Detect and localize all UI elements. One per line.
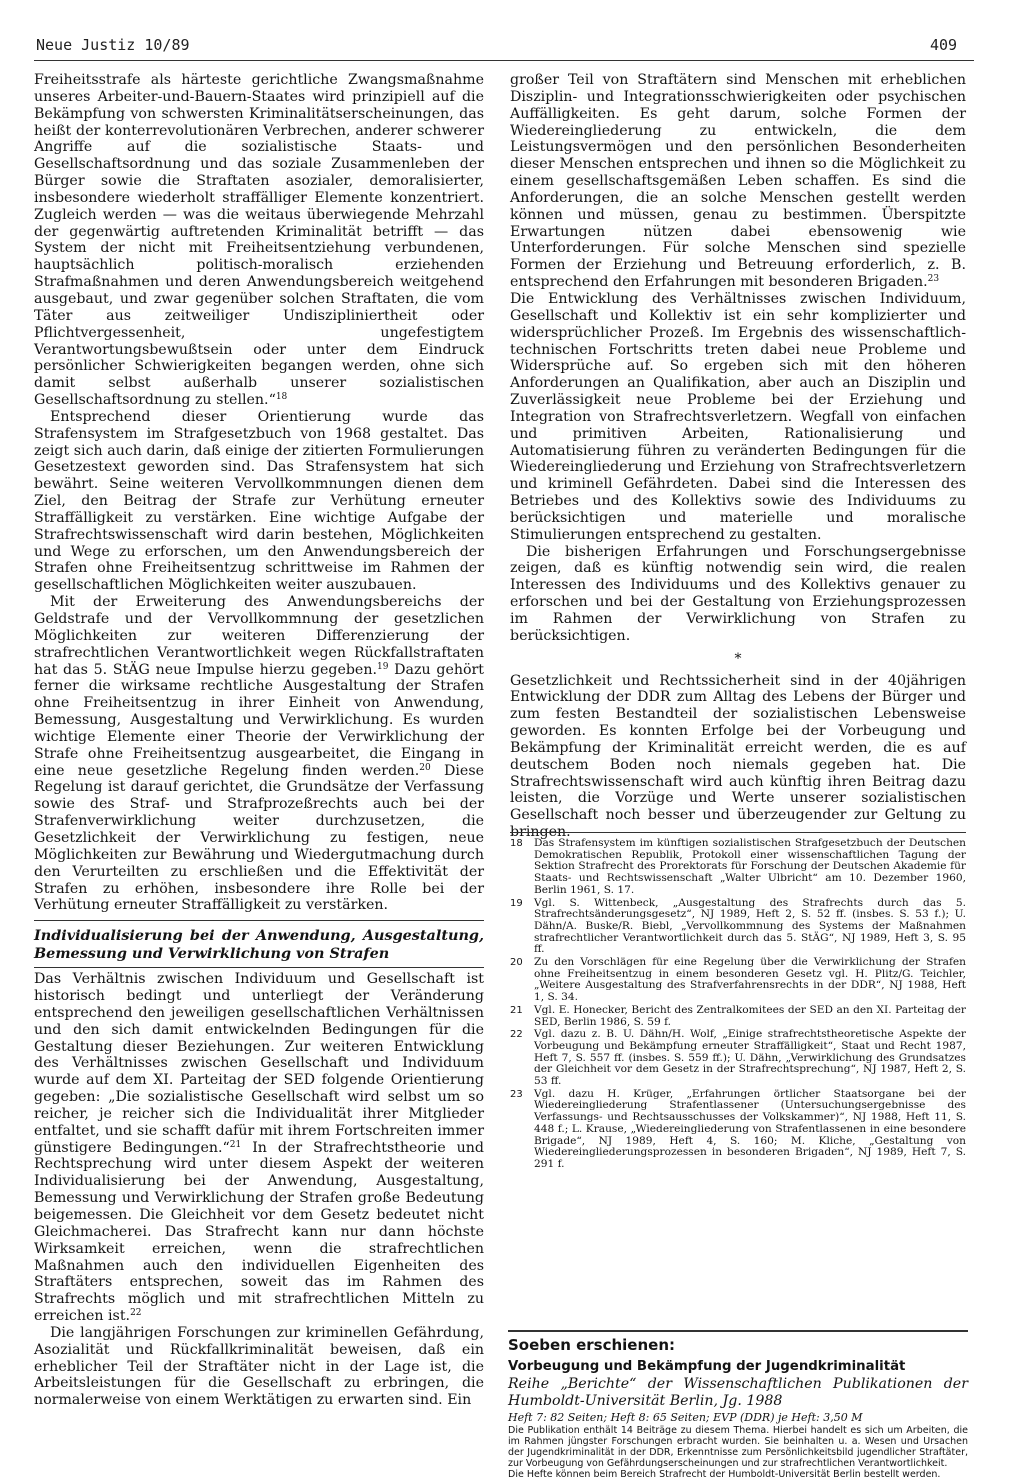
header-rule bbox=[34, 60, 974, 61]
footnote-list bbox=[510, 838, 966, 1172]
footnote-number: 20 bbox=[510, 957, 523, 969]
footnote-number: 22 bbox=[510, 1029, 523, 1041]
paragraph: Das Verhältnis zwischen Individuum und Gesellschaft ist historisch bedingt und unterliegt der Veränderung entsprechend den jeweiligen gesellschaftlichen Verhältnissen und den sich damit entwickelnden Bedingungen für die Gestaltung dieser Beziehungen. Zur weiteren Entwicklung des Verhältnisses zwischen Gesellschaft und Individuum wurde auf dem XI. Parteitag der SED folgende Orientierung gegeben: „Die sozialistische Gesellschaft wird selbst um so reicher, je reicher sich die Individualität ihrer Mitglieder entfaltet, und sie schafft dafür mit ihrem Fortschreiten immer günstigere Bedingungen.“$^{21}$ In der Strafrechtstheorie und Rechtsprechung wird unter diesem Aspekt der weiteren Individualisierung bei der Anwendung, Ausgestaltung, Bemessung und Verwirklichung der Strafen große Bedeutung beigemessen. Die Gleichheit vor dem Gesetz bedeutet nicht Gleichmacherei. Das Strafrecht kann nur dann höchste Wirksamkeit erreichen, wenn die strafrechtlichen Maßnahmen auch den individuellen Eigenheiten des Straftäters entsprechen, soweit das im Rahmen des Strafrechts möglich und mit strafrechtlichen Mitteln zu erreichen ist.$^{22}$ bbox=[34, 971, 485, 1325]
paragraph: großer Teil von Straftätern sind Menschen mit erheblichen Disziplin- und Integrationsschwierigkeiten oder psychischen Auffälligkeiten. Es geht darum, solche Formen der Wiedereingliederung zu entwickeln, die dem Leistungsvermögen und den persönlichen Besonderheiten dieser Menschen entsprechen und ihnen so die Möglichkeit zu einem gesellschaftsgemäßen Leben schaffen. Es sind die Anforderungen, die an solche Menschen gestellt werden können und müssen, genau zu bestimmen. Überspitzte Erwartungen nützen dabei ebensowenig wie Unterforderungen. Für solche Menschen sind spezielle Formen der Erziehung und Betreuung erforderlich, z. B. entsprechend den Erfahrungen mit besonderen Brigaden.$^{23}$ bbox=[510, 72, 966, 291]
paragraph: Die langjährigen Forschungen zur kriminellen Gefährdung, Asozialität und Rückfallkriminalität beweisen, daß ein erheblicher Teil der Straftäter nicht in der Lage ist, die Arbeitsleistungen für die Gesellschaft zu erbringen, die normalerweise von einem Werktätigen zu erwarten sind. Ein bbox=[34, 1324, 484, 1409]
footnote-text: Vgl. S. Wittenbeck, „Ausgestaltung des Strafrechts durch das 5. Strafrechtsänderungsgesetz“, NJ 1989, Heft 2, S. 52 ff. (insbes. S. 53 f.); U. Dähn/A. Buske/R. Biebl, „Vervollkommnung des Systems der Maßnahmen strafrechtlicher Verantwortlichkeit durch das 5. StÄG“, NJ 1989, Heft 3, S. 95 ff. bbox=[534, 896, 966, 956]
footnote bbox=[510, 838, 966, 898]
publication-series: Reihe „Berichte“ der Wissenschaftlichen Publikationen der Humboldt-Universität Berlin, Jg. 1988 bbox=[508, 1376, 968, 1409]
footnote-ref: 21 bbox=[229, 1139, 242, 1150]
announcement-heading: Soeben erschienen: bbox=[508, 1336, 676, 1354]
paragraph: Die bisherigen Erfahrungen und Forschungsergebnisse zeigen, daß es künftig notwendig sein wird, die realen Interessen des Individuums und des Kollektivs genauer zu erforschen und bei der Gestaltung von Erziehungsprozessen im Rahmen der Verwirklichung von Strafen zu berücksichtigen. bbox=[510, 543, 966, 644]
footnote-number: 23 bbox=[510, 1088, 523, 1100]
footnote-text: Zu den Vorschlägen für eine Regelung über die Verwirklichung der Strafen ohne Freiheitsentzug in einem besonderen Gesetz vgl. H. Plitz/G. Teichler, „Weitere Ausgestaltung des Strafverfahrensrechts in der DDR“, NJ 1988, Heft 1, S. 34. bbox=[534, 956, 966, 1004]
paragraph: Die Entwicklung des Verhältnisses zwischen Individuum, Gesellschaft und Kollektiv ist ein sehr komplizierter und widersprüchlicher Prozeß. Im Ergebnis des wissenschaftlich-technischen Fortschritts treten dabei neue Probleme und Widersprüche auf. So ergeben sich mit den höheren Anforderungen an Qualifikation, aber auch an Disziplin und Zuverlässigkeit neue Probleme bei der Erziehung und Integration von Strafrechtsverletzern. Wegfall von einfachen und primitiven Arbeiten, Rationalisierung und Automatisierung führen zu veränderten Bedingungen für die Wiedereingliederung und Erziehung von Strafrechtsverletzern und kriminell Gefährdeten. Dabei sind die Interessen des Betriebes und des Kollektivs sowie des Individuums zu berücksichtigen und materielle und moralische Stimulierungen entsprechend zu gestalten. bbox=[510, 290, 966, 543]
footnote-ref: 19 bbox=[376, 661, 389, 672]
footnote-text: Vgl. dazu z. B. U. Dähn/H. Wolf, „Einige strafrechtstheoretische Aspekte der Vorbeugung und Bekämpfung erneuter Straffälligkeit“, Staat und Recht 1987, Heft 7, S. 557 ff. (insbes. S. 559 ff.); U. Dähn, „Verwirklichung des Grundsatzes der Gleichheit vor dem Gesetz in der Strafrechtsprechung“, NJ 1987, Heft 2, S. 53 ff. bbox=[534, 1028, 966, 1088]
paragraph: Gesetzlichkeit und Rechtssicherheit sind in der 40jährigen Entwicklung der DDR zum Alltag des Lebens der Bürger und zum festen Bestandteil der sozialistischen Lebensweise geworden. Es konnten Erfolge bei der Vorbeugung und Bekämpfung der Kriminalität erreicht werden, die es auf deutschem Boden noch niemals gegeben hat. Die Strafrechtswissenschaft wird auch künftig ihren Beitrag dazu leisten, die Vorzüge und Werte unserer sozialistischen Gesellschaft noch besser und überzeugender zur Geltung zu bringen. bbox=[510, 672, 966, 841]
publication-details: Heft 7: 82 Seiten; Heft 8: 65 Seiten; EVP (DDR) je Heft: 3,50 M bbox=[508, 1411, 863, 1424]
section-heading: Individualisierung bei der Anwendung, Ausgestaltung, Bemessung und Verwirklichung von Strafen bbox=[34, 920, 484, 968]
footnotes bbox=[510, 832, 966, 1172]
page-number: 409 bbox=[930, 36, 958, 54]
publication-title: Vorbeugung und Bekämpfung der Jugendkriminalität bbox=[508, 1359, 906, 1374]
publication-description: Die Publikation enthält 14 Beiträge zu diesem Thema. Hierbei handelt es sich um Arbeiten, die im Rahmen jüngster Forschungen erbracht wurden. Sie beinhalten u. a. Wesen und Ursachen der Jugendkriminalität in der DDR, Erkenntnisse zum Persönlichkeitsbild jugendlicher Straftäter, zur Vorbeugung von Gefährdungserscheinungen und zur strafrechtlichen Verantwortlichkeit. bbox=[508, 1425, 968, 1469]
footnote-number: 19 bbox=[510, 897, 523, 909]
publication-announcement bbox=[508, 1330, 968, 1480]
footnote-ref: 20 bbox=[419, 762, 431, 773]
footnote bbox=[510, 957, 966, 1005]
footnote-ref: 22 bbox=[130, 1308, 142, 1319]
section-separator: * bbox=[734, 650, 742, 667]
footnote-ref: 18 bbox=[275, 392, 288, 403]
ordering-note: Die Hefte können beim Bereich Strafrecht der Humboldt-Universität Berlin bestellt werden. bbox=[508, 1469, 941, 1480]
paragraph: Entsprechend dieser Orientierung wurde das Strafensystem im Strafgesetzbuch von 1968 gestaltet. Das zeigt sich auch darin, daß einige der zitierten Formulierungen Gesetzestext geworden sind. Das Strafensystem hat sich bewährt. Seine weiteren Vervollkommnungen dienen dem Ziel, den Beitrag der Strafe zur Verhütung erneuter Straffälligkeit zu verstärken. Eine wichtige Aufgabe der Strafrechtswissenschaft wird darin bestehen, Möglichkeiten und Wege zu erforschen, um den Anwendungsbereich der Strafen ohne Freiheitsentzug schrittweise im Rahmen der gesellschaftlichen Möglichkeiten weiter auszubauen. bbox=[34, 408, 484, 594]
footnote bbox=[510, 898, 966, 958]
footnote bbox=[510, 1089, 966, 1172]
footnote-number: 18 bbox=[510, 838, 523, 849]
left-column bbox=[34, 72, 484, 1409]
right-column bbox=[510, 72, 966, 841]
footnote-ref: 23 bbox=[927, 274, 940, 285]
footnote bbox=[510, 1029, 966, 1089]
footnote bbox=[510, 1005, 966, 1029]
footnote-text: Vgl. E. Honecker, Bericht des Zentralkomitees der SED an den XI. Parteitag der SED, Berlin 1986, S. 59 f. bbox=[534, 1003, 966, 1028]
journal-header: Neue Justiz 10/89 bbox=[36, 36, 190, 54]
footnote-text: Vgl. dazu H. Krüger, „Erfahrungen örtlicher Staatsorgane bei der Wiedereingliederung Strafentlassener (Untersuchungsergebnisse des Verfassungs- und Rechtsausschusses der Volkskammer)“, NJ 1988, Heft 11, S. 448 f.; L. Krause, „Wiedereingliederung von Strafentlassenen in eine besondere Brigade“, NJ 1989, Heft 4, S. 160; M. Kliche, „Gestaltung von Wiedereingliederungsprozessen in besonderen Brigaden“, NJ 1989, Heft 7, S. 291 f. bbox=[534, 1087, 966, 1170]
footnote-number: 21 bbox=[510, 1004, 523, 1016]
paragraph: Mit der Erweiterung des Anwendungsbereichs der Geldstrafe und der Vervollkommnung der gesetzlichen Möglichkeiten zur weiteren Differenzierung der strafrechtlichen Verantwortlichkeit wegen Rückfallstraftaten hat das 5. StÄG neue Impulse hierzu gegeben.$^{19}$ Dazu gehört ferner die wirksame rechtliche Ausgestaltung der Strafen ohne Freiheitsentzug in ihrer Einheit von Anwendung, Bemessung, Ausgestaltung und Verwirklichung. Es wurden wichtige Elemente einer Theorie der Verwirklichung der Strafe ohne Freiheitsentzug ausgearbeitet, die Eingang in eine neue gesetzliche Regelung finden werden.$^{20}$ Diese Regelung ist darauf gerichtet, die Grundsätze der Verfassung sowie des Straf- und Strafprozeßrechts auch bei der Strafenverwirklichung weiter durchzusetzen, die Gesetzlichkeit der Verwirklichung zu festigen, neue Möglichkeiten zur Bewährung und Wiedergutmachung durch den Verurteilten zu erschließen und die Effektivität der Strafen zu erhöhen, insbesondere ihre Rolle bei der Verhütung erneuter Straffälligkeit zu verstärken. bbox=[34, 594, 484, 914]
footnote-rule bbox=[510, 832, 966, 833]
paragraph: Freiheitsstrafe als härteste gerichtliche Zwangsmaßnahme unseres Arbeiter-und-Bauern-Staates wird prinzipiell auf die Bekämpfung von schwersten Kriminalitätserscheinungen, das heißt der konterrevolutionären Verbrechen, anderer schwerer Angriffe auf die sozialistische Staats- und Gesellschaftsordnung und das soziale Zusammenleben der Bürger sowie die Straftaten asozialer, demoralisierter, insbesondere wiederholt straffälliger Elemente konzentriert. Zugleich werden — was die weitaus überwiegende Mehrzahl der gegenwärtig auftretenden Kriminalität betrifft — das System der nicht mit Freiheitsentziehung verbundenen, hauptsächlich politisch-moralisch erziehenden Strafmaßnahmen und deren Anwendungsbereich weitgehend ausgebaut, und zwar gegenüber solchen Straftaten, die vom Täter aus zeitweiliger Undiszipliniertheit oder Pflichtvergessenheit, ungefestigtem Verantwortungsbewußtsein oder unter dem Eindruck persönlicher Schwierigkeiten begangen werden, ohne sich damit selbst außerhalb unserer sozialistischen Gesellschaftsordnung zu stellen.“$^{18}$ bbox=[34, 72, 484, 409]
footnote-text: Das Strafensystem im künftigen sozialistischen Strafgesetzbuch der Deutschen Demokratischen Republik, Protokoll einer wissenschaftlichen Tagung der Sektion Strafrecht des Prorektorats für Forschung der Deutschen Akademie für Staats- und Rechtswissenschaft „Walter Ulbricht“ am 10. Dezember 1960, Berlin 1961, S. 17. bbox=[534, 837, 966, 896]
